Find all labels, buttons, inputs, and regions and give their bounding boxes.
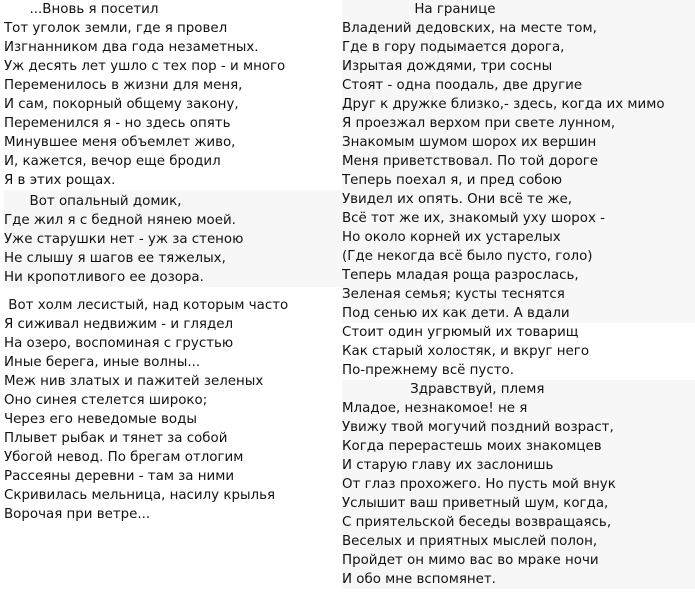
poem-line: На границе bbox=[342, 2, 496, 17]
poem-line: Под сенью их как дети. А вдали bbox=[342, 306, 570, 321]
poem-line: Здравствуй, племя bbox=[342, 382, 545, 397]
poem-line: Теперь младая роща разрослась, bbox=[342, 268, 579, 283]
left-poem-column bbox=[4, 0, 342, 524]
poem-line: Минувшее меня объемлет живо, bbox=[4, 135, 236, 150]
right-stanza-3 bbox=[342, 380, 695, 589]
poem-line: Меж нив златых и пажитей зеленых bbox=[4, 374, 264, 389]
poem-line: Убогой невод. По брегам отлогим bbox=[4, 450, 244, 465]
poem-line: Переменился я - но здесь опять bbox=[4, 116, 231, 131]
poem-line: Меня приветствовал. По той дороге bbox=[342, 154, 599, 169]
poem-line: Оно синея стелется широко; bbox=[4, 393, 208, 408]
left-stanza-1 bbox=[4, 0, 342, 190]
poem-line: Я проезжал верхом при свете лунном, bbox=[342, 116, 616, 131]
poem-line: Вот опальный домик, bbox=[4, 194, 182, 209]
poem-line: Переменилось в жизни для меня, bbox=[4, 78, 243, 93]
poem-line: Я сиживал недвижим - и глядел bbox=[4, 317, 234, 332]
poem-line: Как старый холостяк, и вкруг него bbox=[342, 344, 590, 359]
poem-line: С приятельской беседы возвращаясь, bbox=[342, 515, 612, 530]
poem-line: Младое, незнакомое! не я bbox=[342, 401, 528, 416]
poem-line: Тот уголок земли, где я провел bbox=[4, 21, 228, 36]
poem-line: Зеленая семья; кусты теснятся bbox=[342, 287, 565, 302]
poem-line: Где в гору подымается дорога, bbox=[342, 40, 565, 55]
poem-line: Я в этих рощах. bbox=[4, 173, 116, 188]
poem-line: По-прежнему всё пусто. bbox=[342, 363, 514, 378]
poem-line: (Где некогда всё было пусто, голо) bbox=[342, 249, 593, 264]
poem-line: Изрытая дождями, три сосны bbox=[342, 59, 553, 74]
poem-line: Уж десять лет ушло с тех пор - и много bbox=[4, 59, 286, 74]
poem-line: Услышит ваш приветный шум, когда, bbox=[342, 496, 609, 511]
poem-line: Через его неведомые воды bbox=[4, 412, 197, 427]
stanza-gap bbox=[4, 287, 342, 296]
poem-line: От глаз прохожего. Но пусть мой внук bbox=[342, 477, 616, 492]
poem-line: Владений дедовских, на месте том, bbox=[342, 21, 597, 36]
poem-line: Знакомым шумом шорох их вершин bbox=[342, 135, 597, 150]
poem-line: Рассеяны деревни - там за ними bbox=[4, 469, 235, 484]
poem-line: На озеро, воспоминая с грустью bbox=[4, 336, 234, 351]
poem-line: Веселых и приятных мыслей полон, bbox=[342, 534, 598, 549]
poem-line: Когда перерастешь моих знакомцев bbox=[342, 439, 602, 454]
right-poem-column bbox=[342, 0, 695, 589]
poem-line: Теперь поехал я, и пред собою bbox=[342, 173, 563, 188]
poem-line: Увидел их опять. Они всё те же, bbox=[342, 192, 573, 207]
poem-line: Ни кропотливого ее дозора. bbox=[4, 270, 204, 285]
right-stanza-2 bbox=[342, 323, 695, 380]
poem-line: Друг к дружке близко,- здесь, когда их мимо bbox=[342, 97, 665, 112]
poem-line: Где жил я с бедной нянею моей. bbox=[4, 213, 236, 228]
poem-line: Не слышу я шагов ее тяжелых, bbox=[4, 251, 226, 266]
poem-line: Изгнанником два года незаметных. bbox=[4, 40, 259, 55]
poem-line: И сам, покорный общему закону, bbox=[4, 97, 239, 112]
poem-line: И обо мне вспомянет. bbox=[342, 572, 496, 587]
poem-line: Скривилась мельница, насилу крылья bbox=[4, 488, 276, 503]
poem-line: Стоит один угрюмый их товарищ bbox=[342, 325, 579, 340]
poem-line: Увижу твой могучий поздний возраст, bbox=[342, 420, 614, 435]
right-stanza-1 bbox=[342, 0, 695, 323]
poem-line: И старую главу их заслонишь bbox=[342, 458, 554, 473]
poem-line: Вот холм лесистый, над которым часто bbox=[4, 298, 289, 313]
poem-line: ...Вновь я посетил bbox=[4, 2, 159, 17]
poem-line: Иные берега, иные волны... bbox=[4, 355, 201, 370]
left-stanza-3 bbox=[4, 296, 342, 524]
poem-line: И, кажется, вечор еще бродил bbox=[4, 154, 221, 169]
poem-line: Уже старушки нет - уж за стеною bbox=[4, 232, 244, 247]
poem-line: Пройдет он мимо вас во мраке ночи bbox=[342, 553, 599, 568]
poem-line: Ворочая при ветре... bbox=[4, 507, 151, 522]
poem-line: Стоят - одна поодаль, две другие bbox=[342, 78, 583, 93]
poem-line: Всё тот же их, знакомый уху шорох - bbox=[342, 211, 605, 226]
poem-line: Но около корней их устарелых bbox=[342, 230, 561, 245]
left-stanza-2 bbox=[4, 190, 342, 287]
poem-line: Плывет рыбак и тянет за собой bbox=[4, 431, 228, 446]
